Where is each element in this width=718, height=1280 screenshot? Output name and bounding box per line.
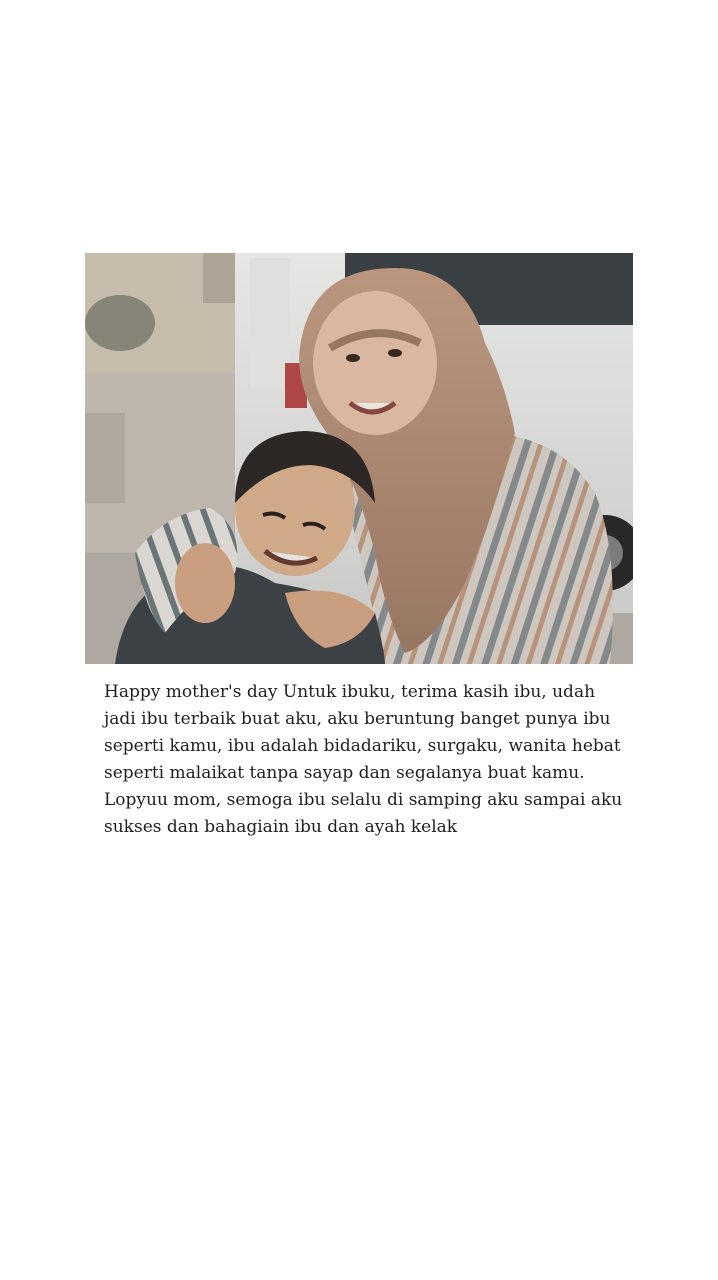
photo-illustration bbox=[85, 253, 633, 664]
mother-and-son-photo bbox=[85, 253, 633, 664]
post-caption: Happy mother's day Untuk ibuku, terima kasih ibu, udah jadi ibu terbaik buat aku, aku beruntung banget punya ibu seperti kamu, ibu adalah bidadariku, surgaku, wanita hebat seperti malaikat tanpa sayap dan segalanya buat kamu. Lopyuu mom, semoga ibu selalu di samping aku sampai aku sukses dan bahagiain ibu dan ayah kelak bbox=[104, 682, 623, 837]
